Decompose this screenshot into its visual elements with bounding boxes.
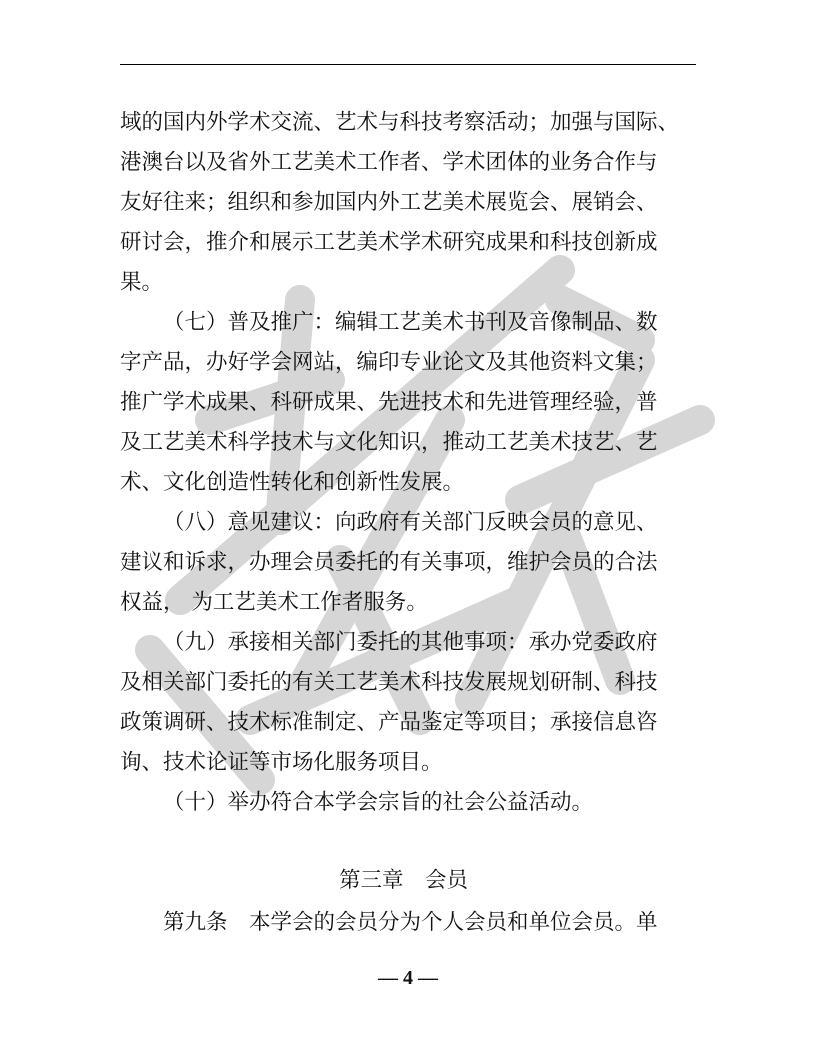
- text-line: （九）承接相关部门委托的其他事项：承办党委政府: [163, 630, 658, 655]
- text-line: 友好往来；组织和参加国内外工艺美术展览会、展销会、: [120, 190, 658, 215]
- text-line: 域的国内外学术交流、艺术与科技考察活动；加强与国际、: [120, 110, 680, 135]
- text-line: 政策调研、技术标准制定、产品鉴定等项目；承接信息咨: [120, 710, 658, 735]
- page-number: — 4 —: [378, 967, 438, 989]
- text-line: 研讨会，推介和展示工艺美术学术研究成果和科技创新成: [120, 230, 658, 255]
- text-line: 港澳台以及省外工艺美术工作者、学术团体的业务合作与: [120, 150, 658, 175]
- text-line: 权益， 为工艺美术工作者服务。: [120, 590, 428, 615]
- text-line: 及工艺美术科学技术与文化知识，推动工艺美术技艺、艺: [120, 430, 658, 455]
- text-line: 建议和诉求，办理会员委托的有关事项，维护会员的合法: [120, 550, 658, 575]
- text-line: 第九条 本学会的会员分为个人会员和单位会员。单: [163, 910, 658, 935]
- text-line: 字产品，办好学会网站，编印专业论文及其他资料文集；: [120, 350, 658, 375]
- chapter-heading: 第三章 会员: [339, 868, 469, 893]
- text-line: 果。: [120, 270, 164, 295]
- text-line: 术、文化创造性转化和创新性发展。: [120, 470, 465, 495]
- text-line: （十）举办符合本学会宗旨的社会公益活动。: [163, 790, 594, 815]
- header-rule: [120, 64, 696, 65]
- text-line: 推广学术成果、科研成果、先进技术和先进管理经验，普: [120, 390, 658, 415]
- text-line: （八）意见建议：向政府有关部门反映会员的意见、: [163, 510, 658, 535]
- text-line: 询、技术论证等市场化服务项目。: [120, 750, 443, 775]
- text-line: 及相关部门委托的有关工艺美术科技发展规划研制、科技: [120, 670, 658, 695]
- text-line: （七）普及推广：编辑工艺美术书刊及音像制品、数: [163, 310, 658, 335]
